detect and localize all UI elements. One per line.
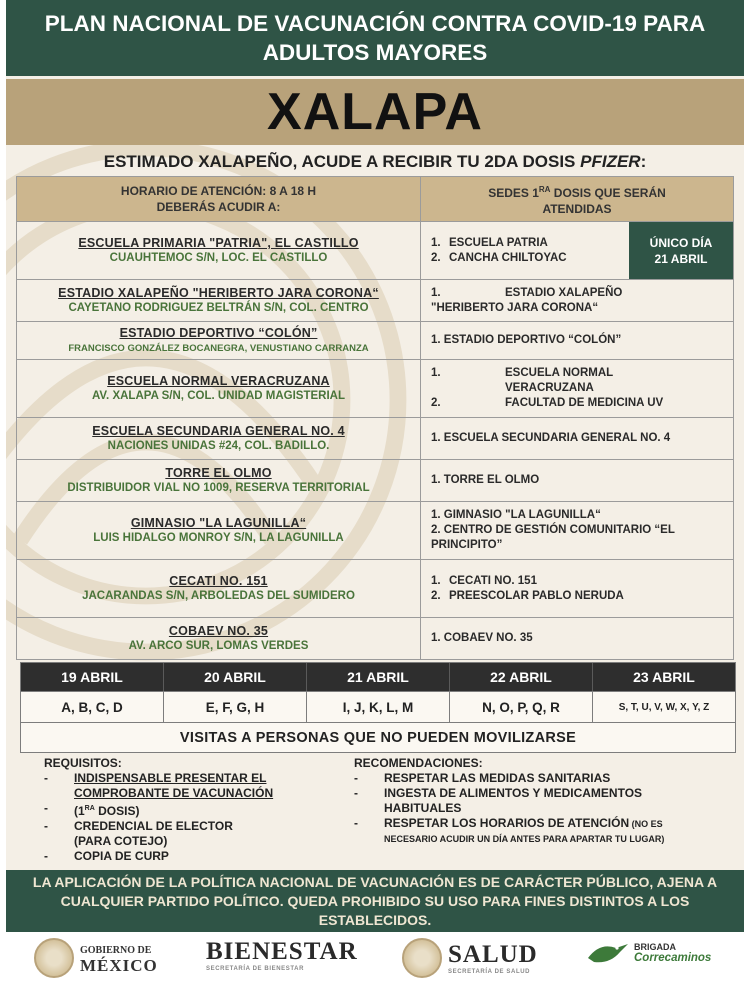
subtitle (6, 150, 744, 174)
letter-group: S, T, U, V, W, X, Y, Z (618, 701, 710, 713)
day-header: 22 ABRIL (450, 663, 593, 691)
header-hours: HORARIO DE ATENCIÓN: 8 A 18 H (120, 184, 317, 198)
sedes-cell (421, 280, 733, 321)
list-item: (PARA COTEJO) (74, 834, 168, 848)
sede-item: 1. ESCUELA PATRIA (431, 236, 548, 249)
sede-item: 1. COBAEV NO. 35 (431, 632, 533, 644)
poster (6, 0, 744, 989)
home-visits-banner: VISITAS A PERSONAS QUE NO PUEDEN MOVILIZARSE (21, 722, 735, 752)
requirements-title: REQUISITOS: (44, 756, 122, 770)
sedes-cell (421, 560, 733, 617)
sede-item: 1. ESCUELA NORMAL (431, 367, 614, 379)
letter-group: A, B, C, D (21, 692, 164, 722)
list-item: HABITUALES (384, 801, 462, 815)
salud-logo (402, 938, 538, 978)
list-item: - COPIA DE CURP (44, 849, 169, 863)
requirements-list (44, 756, 334, 864)
sedes-cell (421, 322, 733, 359)
venue-address: DISTRIBUIDOR VIAL NO 1009, RESERVA TERRITORIAL (67, 482, 370, 494)
venues-table (16, 176, 734, 660)
day-header: 23 ABRIL (633, 669, 695, 685)
header-sedes-line1: SEDES $1^{RA}$ DOSIS QUE SERÁN (488, 184, 666, 200)
sedes-cell (421, 502, 733, 559)
table-row (17, 321, 733, 359)
day-header: 19 ABRIL (21, 663, 164, 691)
venue-cell (17, 460, 421, 501)
list-item: NECESARIO ACUDIR UN DÍA ANTES PARA APARTAR TU LUGAR) (384, 834, 665, 844)
day-header: 21 ABRIL (307, 663, 450, 691)
sede-item: 1. GIMNASIO "LA LAGUNILLA“ (431, 509, 601, 521)
legal-notice: LA APLICACIÓN DE LA POLÍTICA NACIONAL DE VACUNACIÓN ES DE CARÁCTER PÚBLICO, AJENA A CUALQUIER PARTIDO POLÍTICO. QUEDA PROHIBIDO SU USO PARA FINES DISTINTOS A LOS ESTABLECIDOS. (6, 870, 744, 932)
list-item: - ($1^{RA}$ DOSIS) (44, 801, 140, 818)
venue-name: ESTADIO XALAPEÑO "HERIBERTO JARA CORONA“ (58, 286, 379, 300)
single-day-badge: ÚNICO DÍA 21 ABRIL (629, 222, 733, 279)
schedule-days (21, 663, 735, 691)
sede-item: PRINCIPITO” (431, 539, 503, 551)
sede-item: 2. FACULTAD DE MEDICINA UV (431, 397, 664, 409)
bienestar-logo (206, 938, 358, 972)
salud-word: SALUD (448, 941, 538, 968)
list-item: - CREDENCIAL DE ELECTOR (44, 819, 233, 833)
venue-cell (17, 280, 421, 321)
eagle-seal-icon (402, 938, 442, 978)
list-item: COMPROBANTE DE VACUNACIÓN (74, 786, 274, 800)
city-title: XALAPA (6, 79, 744, 145)
venue-address: FRANCISCO GONZÁLEZ BOCANEGRA, VENUSTIANO CARRANZA (68, 343, 369, 354)
day-header: 20 ABRIL (164, 663, 307, 691)
letter-group: E, F, G, H (164, 692, 307, 722)
brigada-line1: BRIGADA (634, 942, 676, 952)
venue-address: AV. ARCO SUR, LOMAS VERDES (128, 640, 309, 652)
venue-cell (17, 360, 421, 417)
venue-address: NACIONES UNIDAS #24, COL. BADILLO. (107, 440, 330, 452)
subtitle-text: ESTIMADO XALAPEÑO, ACUDE A RECIBIR TU 2DA DOSIS (103, 152, 576, 171)
sede-item: 1. CECATI NO. 151 (431, 574, 537, 587)
venue-name: COBAEV NO. 35 (168, 624, 269, 638)
header-sedes (421, 177, 733, 221)
bienestar-subtitle: SECRETARÍA DE BIENESTAR (206, 966, 305, 972)
sede-item: 1. ESTADIO DEPORTIVO “COLÓN” (431, 334, 622, 346)
venue-cell (17, 502, 421, 559)
sedes-cell (421, 418, 733, 459)
salud-subtitle: SECRETARÍA DE SALUD (448, 969, 531, 975)
table-row (17, 279, 733, 321)
venue-address: AV. XALAPA S/N, COL. UNIDAD MAGISTERIAL (91, 390, 345, 402)
venue-cell (17, 222, 421, 279)
header-sedes-line2: ATENDIDAS (542, 201, 612, 216)
venue-name: TORRE EL OLMO (165, 466, 272, 480)
eagle-seal-icon (34, 938, 74, 978)
venue-cell (17, 322, 421, 359)
list-item: - RESPETAR LAS MEDIDAS SANITARIAS (354, 771, 611, 785)
table-row (17, 459, 733, 501)
header-go-to: DEBERÁS ACUDIR A: (156, 200, 281, 214)
sede-item: 1. ESCUELA SECUNDARIA GENERAL NO. 4 (431, 432, 671, 444)
recommendations-title: RECOMENDACIONES: (354, 756, 483, 770)
sedes-cell (421, 360, 733, 417)
venue-address: LUIS HIDALGO MONROY S/N, LA LAGUNILLA (93, 532, 344, 544)
venue-cell (17, 618, 421, 659)
letter-group: I, J, K, L, M (307, 692, 450, 722)
gobierno-line1: GOBIERNO DE (80, 945, 152, 956)
venue-name: ESCUELA PRIMARIA "PATRIA", EL CASTILLO (78, 236, 359, 250)
table-row (17, 359, 733, 417)
list-item: - INGESTA DE ALIMENTOS Y MEDICAMENTOS (354, 786, 643, 800)
sedes-cell (421, 618, 733, 659)
table-row (17, 417, 733, 459)
campaign-title: PLAN NACIONAL DE VACUNACIÓN CONTRA COVID-19 PARA ADULTOS MAYORES (6, 0, 744, 76)
sede-item: 2. CANCHA CHILTOYAC (431, 251, 567, 264)
table-header (17, 177, 733, 221)
subtitle-colon: : (640, 152, 647, 171)
venue-name: CECATI NO. 151 (169, 574, 268, 588)
venue-address: CAYETANO RODRIGUEZ BELTRÁN S/N, COL. CENTRO (68, 302, 369, 314)
letter-group: N, O, P, Q, R (450, 692, 593, 722)
brigada-logo (586, 938, 711, 968)
table-row (17, 559, 733, 617)
gobierno-logo (34, 938, 158, 978)
sede-item: 1. TORRE EL OLMO (431, 474, 540, 486)
schedule-grid (20, 662, 736, 753)
recommendations-list (354, 756, 734, 847)
sede-item: VERACRUZANA (505, 382, 594, 394)
list-item: - INDISPENSABLE PRESENTAR EL (44, 771, 267, 785)
venue-name: ESCUELA NORMAL VERACRUZANA (107, 374, 330, 388)
vaccine-brand: PFIZER (580, 152, 641, 171)
table-row (17, 221, 733, 279)
venue-name: ESCUELA SECUNDARIA GENERAL NO. 4 (92, 424, 345, 438)
bienestar-word: BIENESTAR (206, 938, 358, 965)
sede-item: 1. ESTADIO XALAPEÑO (431, 286, 623, 299)
venue-cell (17, 560, 421, 617)
venue-name: ESTADIO DEPORTIVO “COLÓN” (119, 326, 318, 340)
gobierno-line2: MÉXICO (80, 956, 158, 975)
table-row (17, 617, 733, 659)
list-item: - RESPETAR LOS HORARIOS DE ATENCIÓN (NO ES (354, 816, 663, 830)
venue-address: CUAUHTEMOC S/N, LOC. EL CASTILLO (109, 252, 328, 264)
header-schedule (17, 177, 421, 221)
sedes-cell (421, 222, 733, 279)
schedule-letters (21, 691, 735, 722)
sede-item: 2. PREESCOLAR PABLO NERUDA (431, 589, 624, 602)
logo-strip (6, 932, 744, 989)
sede-item: "HERIBERTO JARA CORONA“ (431, 301, 599, 314)
venue-cell (17, 418, 421, 459)
sede-item: 2. CENTRO DE GESTIÓN COMUNITARIO “EL (431, 524, 675, 536)
venue-address: JACARANDAS S/N, ARBOLEDAS DEL SUMIDERO (82, 590, 355, 602)
venue-name: GIMNASIO "LA LAGUNILLA“ (130, 516, 307, 530)
table-row (17, 501, 733, 559)
brigada-line2: Correcaminos (634, 952, 712, 964)
sedes-cell (421, 460, 733, 501)
roadrunner-icon (586, 938, 630, 968)
